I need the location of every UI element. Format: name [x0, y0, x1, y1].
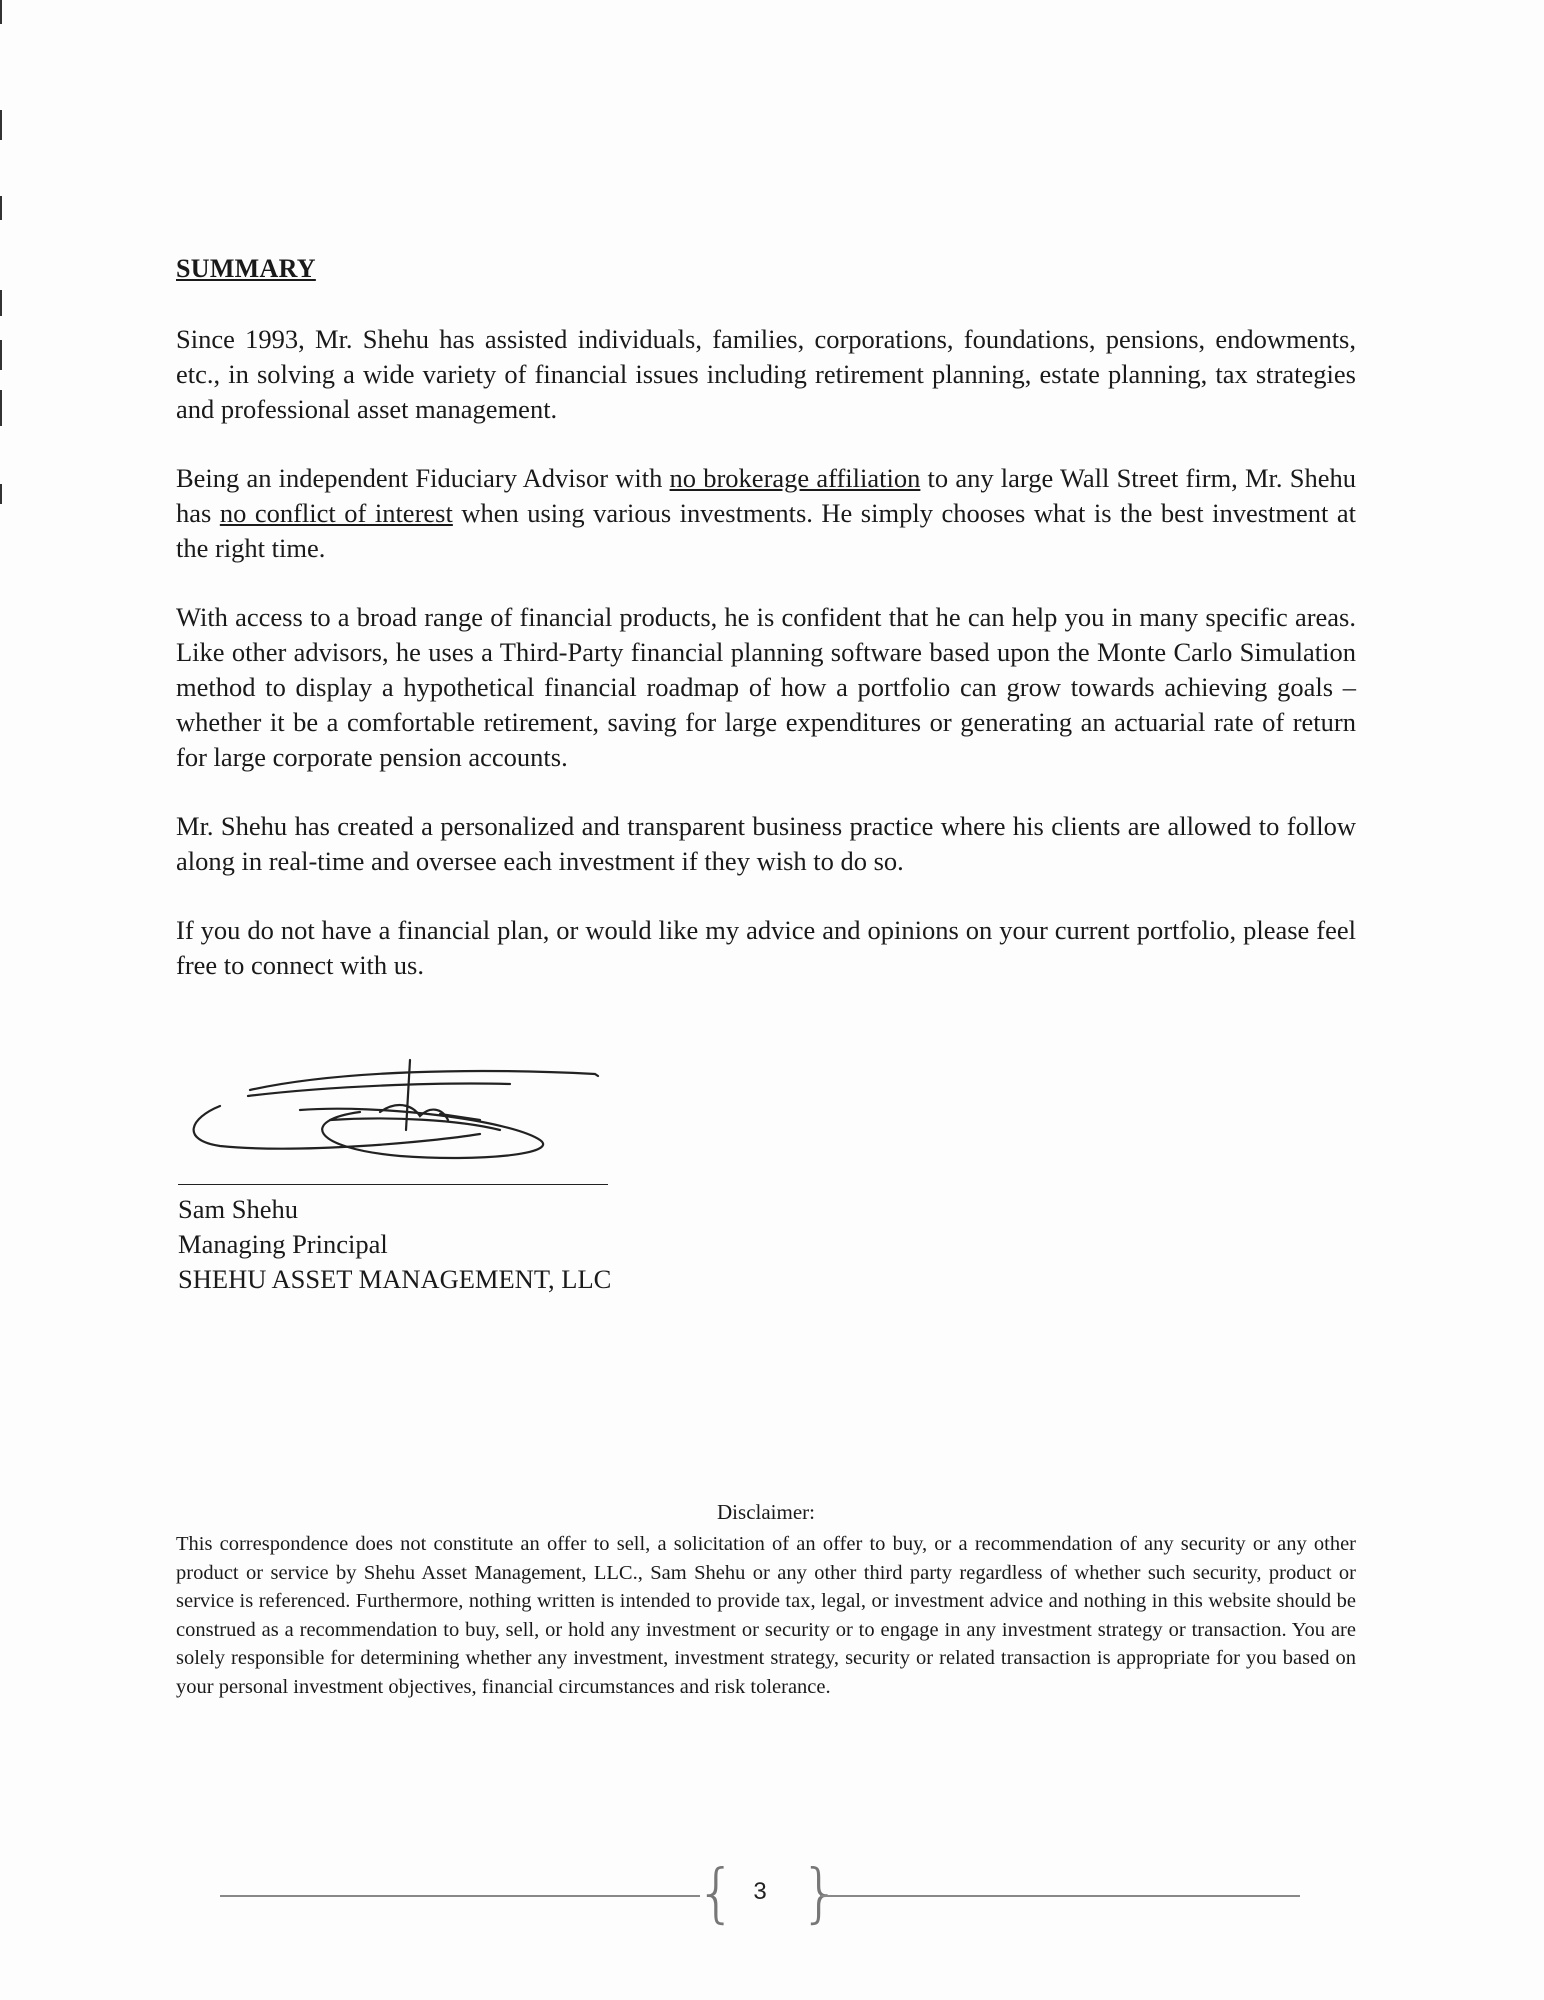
footer-brace-left: {: [696, 1857, 737, 1931]
paragraph-text: when using various investments. He simply chooses what is the best investment at the right time.: [176, 498, 1357, 563]
handwritten-signature: [180, 1050, 620, 1170]
paragraph-contact: If you do not have a financial plan, or would like my advice and opinions on your current portfolio, please feel free to connect with us.: [176, 915, 1356, 980]
footer-brace-right: }: [800, 1857, 841, 1931]
signature-block: [178, 1192, 611, 1297]
signature-line: [178, 1184, 608, 1185]
footer-rule-left: [220, 1895, 700, 1897]
signer-name: Sam Shehu: [178, 1194, 298, 1224]
scan-margin-marks: [0, 0, 6, 520]
paragraph-text: Being an independent Fiduciary Advisor with: [176, 463, 670, 493]
underlined-phrase-brokerage: no brokerage affiliation: [669, 463, 921, 493]
paragraph-practice: Mr. Shehu has created a personalized and transparent business practice where his clients are allowed to follow along in real-time and oversee each investment if they wish to do so.: [176, 811, 1356, 876]
underlined-phrase-conflict: no conflict of interest: [219, 498, 453, 528]
page-number: 3: [753, 1878, 767, 1905]
summary-body: [176, 322, 1356, 1017]
footer-rule-right: [820, 1895, 1300, 1897]
disclaimer-title: Disclaimer:: [717, 1500, 815, 1524]
disclaimer-text: This correspondence does not constitute an offer to sell, a solicitation of an offer to buy, or a recommendation of any security or any other product or service by Shehu Asset Management, LLC., Sam Shehu or any other third party regardless of whether such security, product or service is referenced. Furthermore, nothing written is intended to provide tax, legal, or investment advice and nothing in this website should be construed as a recommendation to buy, sell, or hold any investment or security or to engage in any investment strategy or transaction. You are solely responsible for determining whether any investment, investment strategy, security or related transaction is appropriate for you based on your personal investment objectives, financial circumstances and risk tolerance.: [176, 1533, 1356, 1698]
paragraph-history: Since 1993, Mr. Shehu has assisted individuals, families, corporations, foundations, pensions, endowments, etc., in solving a wide variety of financial issues including retirement planning, estate planning, tax strategies and professional asset management.: [176, 324, 1356, 424]
section-heading: SUMMARY: [176, 254, 316, 283]
signer-company: SHEHU ASSET MANAGEMENT, LLC: [178, 1264, 612, 1294]
signer-title: Managing Principal: [178, 1229, 388, 1259]
paragraph-independence: [176, 461, 1356, 566]
paragraph-text: to any large Wall Street firm, Mr. Shehu has: [176, 463, 1356, 528]
paragraph-products: With access to a broad range of financial products, he is confident that he can help you in many specific areas. Like other advisors, he uses a Third-Party financial planning software based upon the Monte Carlo Simulation method to display a hypothetical financial roadmap of how a portfolio can grow towards achieving goals – whether it be a comfortable retirement, saving for large expenditures or generating an actuarial rate of return for large corporate pension accounts.: [176, 602, 1356, 772]
